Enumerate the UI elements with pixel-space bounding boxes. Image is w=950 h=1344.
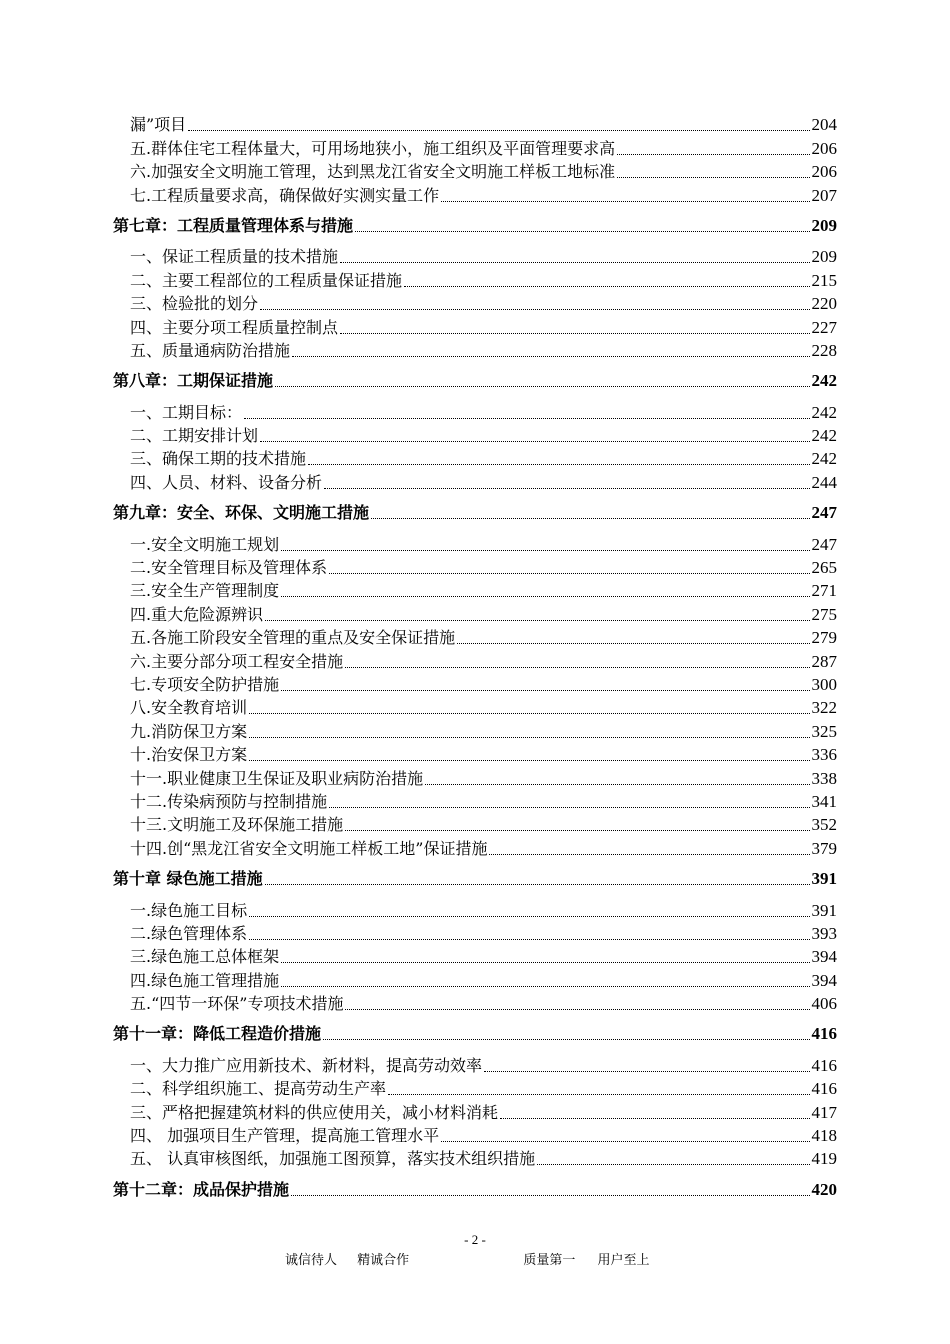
toc-entry-page: 336 xyxy=(811,745,837,765)
toc-entry-page: 394 xyxy=(811,947,837,967)
toc-chapter-entry[interactable] xyxy=(113,1021,837,1044)
toc-entry-title: 五.群体住宅工程体量大，可用场地狭小，施工组织及平面管理要求高 xyxy=(130,138,616,158)
dot-leader xyxy=(457,643,809,644)
toc-entry-page: 242 xyxy=(811,426,837,446)
toc-entry[interactable] xyxy=(113,695,837,718)
dot-leader xyxy=(345,1009,809,1010)
dot-leader xyxy=(281,596,809,597)
toc-entry-title: 四、人员、材料、设备分析 xyxy=(130,472,323,492)
toc-entry-page: 209 xyxy=(811,215,837,235)
toc-entry-page: 341 xyxy=(811,791,837,811)
toc-entry-page: 418 xyxy=(811,1126,837,1146)
footer-slogan: 精诚合作 xyxy=(357,1253,410,1268)
toc-entry[interactable] xyxy=(113,1123,837,1146)
toc-entry-title: 二、科学组织施工、提高劳动生产率 xyxy=(130,1079,387,1099)
dot-leader xyxy=(345,830,809,831)
toc-entry-page: 215 xyxy=(811,270,837,290)
toc-entry[interactable] xyxy=(113,314,837,337)
toc-entry-title: 五、质量通病防治措施 xyxy=(130,340,291,360)
toc-entry-page: 209 xyxy=(811,247,837,267)
dot-leader xyxy=(249,760,809,761)
footer-slogan: 用户至上 xyxy=(597,1253,650,1268)
dot-leader xyxy=(249,713,809,714)
dot-leader xyxy=(388,1094,809,1095)
dot-leader xyxy=(244,418,809,419)
toc-entry[interactable] xyxy=(113,338,837,361)
toc-entry[interactable] xyxy=(113,446,837,469)
toc-entry-title: 第十一章：降低工程造价措施 xyxy=(113,1024,322,1044)
toc-entry-title: 漏”项目 xyxy=(130,115,187,135)
toc-entry-page: 420 xyxy=(811,1179,837,1199)
toc-entry[interactable] xyxy=(113,625,837,648)
toc-entry-title: 二、主要工程部位的工程质量保证措施 xyxy=(130,270,403,290)
toc-entry[interactable] xyxy=(113,423,837,446)
toc-entry[interactable] xyxy=(113,742,837,765)
dot-leader xyxy=(371,518,809,519)
dot-leader xyxy=(323,1039,809,1040)
toc-entry-title: 五.“四节一环保”专项技术措施 xyxy=(130,994,344,1014)
toc-entry-title: 六.加强安全文明施工管理，达到黑龙江省安全文明施工样板工地标准 xyxy=(130,162,616,182)
toc-entry[interactable] xyxy=(113,672,837,695)
toc-entry-page: 220 xyxy=(811,294,837,314)
toc-entry-page: 244 xyxy=(811,472,837,492)
toc-entry-page: 265 xyxy=(811,558,837,578)
toc-entry[interactable] xyxy=(113,159,837,182)
toc-entry-title: 一、大力推广应用新技术、新材料，提高劳动效率 xyxy=(130,1055,483,1075)
toc-entry-page: 417 xyxy=(811,1102,837,1122)
toc-entry-page: 206 xyxy=(811,138,837,158)
dot-leader xyxy=(537,1164,809,1165)
toc-entry-page: 287 xyxy=(811,651,837,671)
toc-entry-title: 一.安全文明施工规划 xyxy=(130,534,280,554)
toc-entry-title: 第十二章：成品保护措施 xyxy=(113,1179,290,1199)
dot-leader xyxy=(345,667,809,668)
toc-entry-title: 四.重大危险源辨识 xyxy=(130,604,264,624)
toc-entry[interactable] xyxy=(113,1146,837,1169)
toc-entry-title: 三.绿色施工总体框架 xyxy=(130,947,280,967)
toc-entry-title: 三、检验批的划分 xyxy=(130,294,259,314)
dot-leader xyxy=(484,1071,809,1072)
toc-entry-page: 228 xyxy=(811,340,837,360)
toc-entry-title: 八.安全教育培训 xyxy=(130,698,248,718)
toc-entry-title: 第十章 绿色施工措施 xyxy=(113,869,263,889)
toc-entry-page: 338 xyxy=(811,768,837,788)
toc-chapter-entry[interactable] xyxy=(113,368,837,391)
toc-entry-title: 五、 认真审核图纸，加强施工图预算，落实技术组织措施 xyxy=(130,1149,536,1169)
toc-entry-page: 416 xyxy=(811,1055,837,1075)
dot-leader xyxy=(291,1195,809,1196)
toc-entry[interactable] xyxy=(113,112,837,135)
dot-leader xyxy=(249,916,809,917)
toc-entry-title: 七.工程质量要求高，确保做好实测实量工作 xyxy=(130,185,440,205)
toc-entry[interactable] xyxy=(113,267,837,290)
toc-entry-page: 419 xyxy=(811,1149,837,1169)
dot-leader xyxy=(260,309,809,310)
toc-entry-page: 271 xyxy=(811,581,837,601)
toc-entry-page: 322 xyxy=(811,698,837,718)
toc-entry-title: 七.专项安全防护措施 xyxy=(130,674,280,694)
toc-entry-page: 406 xyxy=(811,994,837,1014)
toc-entry[interactable] xyxy=(113,1099,837,1122)
toc-entry-page: 391 xyxy=(811,900,837,920)
toc-entry-title: 六.主要分部分项工程安全措施 xyxy=(130,651,344,671)
dot-leader xyxy=(281,986,809,987)
toc-entry[interactable] xyxy=(113,578,837,601)
toc-entry-title: 第七章：工程质量管理体系与措施 xyxy=(113,215,354,235)
dot-leader xyxy=(425,784,809,785)
toc-chapter-entry[interactable] xyxy=(113,1176,837,1199)
dot-leader xyxy=(265,620,809,621)
toc-entry-title: 第八章：工期保证措施 xyxy=(113,371,274,391)
toc-entry[interactable] xyxy=(113,555,837,578)
toc-entry-title: 三、确保工期的技术措施 xyxy=(130,449,307,469)
footer-slogan: 诚信待人 xyxy=(285,1253,338,1268)
toc-entry-page: 279 xyxy=(811,628,837,648)
toc-entry-page: 247 xyxy=(811,503,837,523)
toc-entry[interactable] xyxy=(113,601,837,624)
dot-leader xyxy=(355,231,809,232)
toc-entry-page: 352 xyxy=(811,815,837,835)
toc-entry-page: 394 xyxy=(811,970,837,990)
toc-entry-page: 242 xyxy=(811,402,837,422)
toc-entry-title: 十一.职业健康卫生保证及职业病防治措施 xyxy=(130,768,424,788)
toc-entry-page: 247 xyxy=(811,534,837,554)
toc-entry[interactable] xyxy=(113,648,837,671)
dot-leader xyxy=(275,386,809,387)
toc-entry[interactable] xyxy=(113,967,837,990)
dot-leader xyxy=(260,441,809,442)
toc-entry-page: 300 xyxy=(811,674,837,694)
toc-entry[interactable] xyxy=(113,531,837,554)
toc-entry-title: 十.治安保卫方案 xyxy=(130,745,248,765)
toc-chapter-entry[interactable] xyxy=(113,213,837,236)
toc-entry[interactable] xyxy=(113,991,837,1014)
dot-leader xyxy=(324,488,809,489)
toc-entry-title: 十二.传染病预防与控制措施 xyxy=(130,791,328,811)
toc-entry-page: 275 xyxy=(811,604,837,624)
toc-entry-page: 206 xyxy=(811,162,837,182)
toc-entry-page: 204 xyxy=(811,115,837,135)
toc-entry-title: 四、 加强项目生产管理，提高施工管理水平 xyxy=(130,1126,440,1146)
toc-entry[interactable] xyxy=(113,812,837,835)
toc-entry-page: 325 xyxy=(811,721,837,741)
dot-leader xyxy=(489,854,809,855)
dot-leader xyxy=(281,690,809,691)
toc-entry-page: 207 xyxy=(811,185,837,205)
dot-leader xyxy=(249,939,809,940)
toc-entry-title: 三、严格把握建筑材料的供应使用关，减小材料消耗 xyxy=(130,1102,499,1122)
toc-entry-title: 四、主要分项工程质量控制点 xyxy=(130,317,339,337)
toc-entry-title: 二、工期安排计划 xyxy=(130,426,259,446)
toc-entry-title: 九.消防保卫方案 xyxy=(130,721,248,741)
page-footer xyxy=(285,1249,649,1268)
dot-leader xyxy=(500,1118,809,1119)
table-of-contents xyxy=(113,112,837,1208)
toc-entry[interactable] xyxy=(113,718,837,741)
dot-leader xyxy=(249,737,809,738)
toc-entry-title: 十三.文明施工及环保施工措施 xyxy=(130,815,344,835)
toc-entry[interactable] xyxy=(113,789,837,812)
toc-entry[interactable] xyxy=(113,1076,837,1099)
toc-entry-page: 379 xyxy=(811,838,837,858)
toc-entry[interactable] xyxy=(113,1052,837,1075)
dot-leader xyxy=(265,884,810,885)
page-number: - 2 - xyxy=(464,1232,486,1247)
toc-entry-page: 242 xyxy=(811,371,837,391)
toc-entry-title: 一、保证工程质量的技术措施 xyxy=(130,247,339,267)
dot-leader xyxy=(329,807,809,808)
toc-entry-page: 391 xyxy=(811,869,837,889)
dot-leader xyxy=(340,333,809,334)
dot-leader xyxy=(441,201,809,202)
toc-entry[interactable] xyxy=(113,182,837,205)
dot-leader xyxy=(404,286,809,287)
toc-chapter-entry[interactable] xyxy=(113,866,837,889)
dot-leader xyxy=(281,550,809,551)
toc-entry-page: 416 xyxy=(811,1024,837,1044)
toc-entry[interactable] xyxy=(113,921,837,944)
dot-leader xyxy=(617,177,809,178)
toc-entry[interactable] xyxy=(113,469,837,492)
toc-entry-title: 二.安全管理目标及管理体系 xyxy=(130,558,328,578)
toc-entry-page: 393 xyxy=(811,923,837,943)
dot-leader xyxy=(292,356,809,357)
toc-entry[interactable] xyxy=(113,765,837,788)
toc-entry[interactable] xyxy=(113,399,837,422)
toc-entry-title: 五.各施工阶段安全管理的重点及安全保证措施 xyxy=(130,628,456,648)
toc-entry[interactable] xyxy=(113,897,837,920)
dot-leader xyxy=(281,962,809,963)
toc-entry[interactable] xyxy=(113,135,837,158)
dot-leader xyxy=(329,573,809,574)
toc-entry-title: 二.绿色管理体系 xyxy=(130,923,248,943)
dot-leader xyxy=(308,464,809,465)
toc-entry-page: 242 xyxy=(811,449,837,469)
toc-entry-title: 第九章：安全、环保、文明施工措施 xyxy=(113,503,370,523)
dot-leader xyxy=(340,262,809,263)
footer-slogan: 质量第一 xyxy=(523,1253,576,1268)
toc-entry[interactable] xyxy=(113,291,837,314)
toc-chapter-entry[interactable] xyxy=(113,500,837,523)
toc-entry-title: 十四.创“黑龙江省安全文明施工样板工地”保证措施 xyxy=(130,838,488,858)
toc-entry-title: 四.绿色施工管理措施 xyxy=(130,970,280,990)
dot-leader xyxy=(441,1141,809,1142)
dot-leader xyxy=(188,130,809,131)
toc-entry-title: 一.绿色施工目标 xyxy=(130,900,248,920)
toc-entry[interactable] xyxy=(113,835,837,858)
toc-entry[interactable] xyxy=(113,944,837,967)
toc-entry-title: 三.安全生产管理制度 xyxy=(130,581,280,601)
toc-entry-page: 416 xyxy=(811,1079,837,1099)
toc-entry-title: 一、工期目标： xyxy=(130,402,243,422)
toc-entry[interactable] xyxy=(113,244,837,267)
dot-leader xyxy=(617,154,809,155)
toc-entry-page: 227 xyxy=(811,317,837,337)
